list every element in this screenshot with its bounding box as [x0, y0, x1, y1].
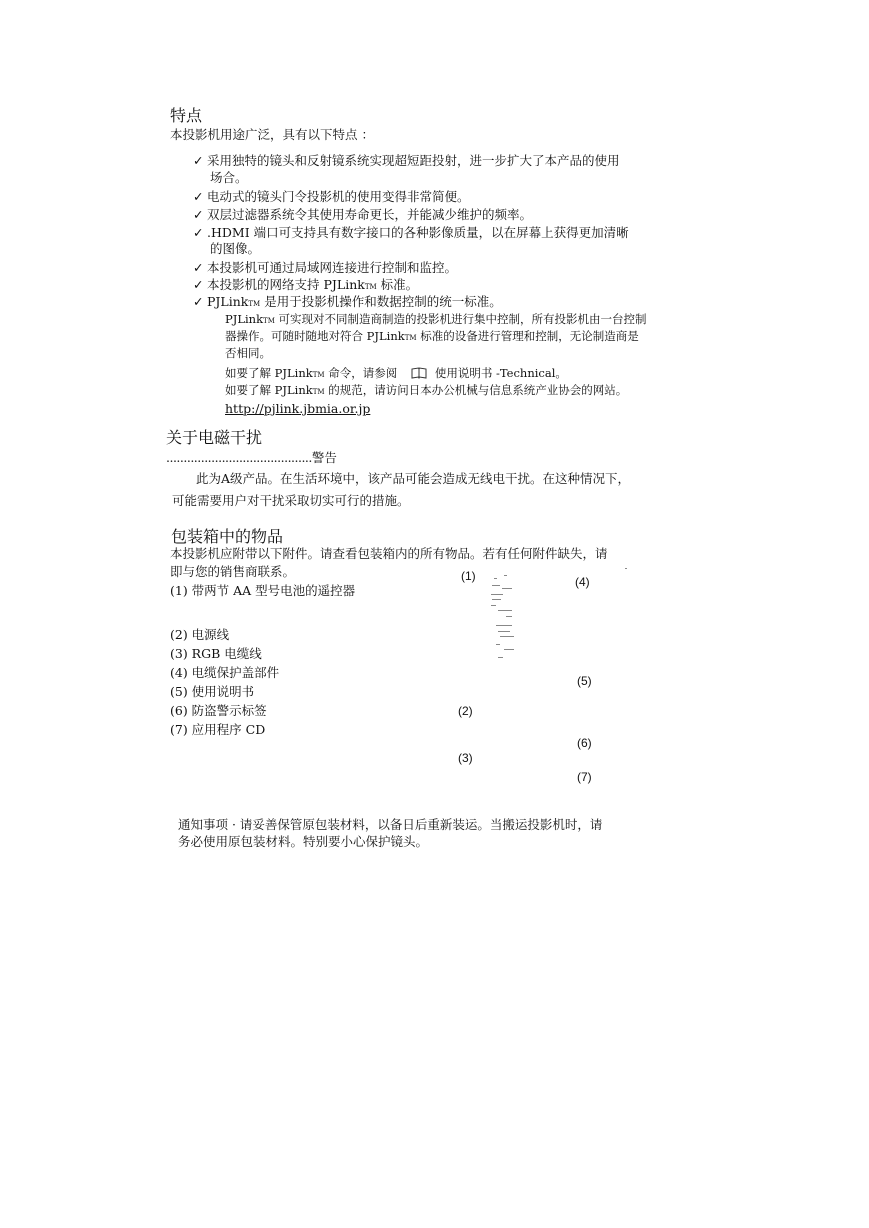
pjlink-refer-line: 如要了解 PJLinkTM 的规范，请访问日本办公机械与信息系统产业协会的网站。: [225, 383, 628, 397]
pjlink-desc-line: 器操作。可随时随地对符合 PJLinkTM 标准的设备进行管理和控制，无论制造商是: [225, 329, 639, 343]
feature-item: ✓ 本投影机可通过局域网连接进行控制和监控。: [193, 260, 458, 275]
check-icon: ✓: [193, 260, 204, 275]
figure-label: (1): [461, 569, 476, 583]
figure-label: (4): [575, 575, 590, 589]
figure-label: (3): [458, 751, 473, 765]
package-item: (2) 电源线: [170, 627, 230, 642]
package-item: (3) RGB 电缆线: [170, 646, 262, 661]
pjlink-desc-line: 否相同。: [225, 346, 271, 360]
notice-line: 通知事项 · 请妥善保管原包装材料，以备日后重新装运。当搬运投影机时，请: [178, 817, 603, 832]
warning-label: 警告: [311, 450, 337, 465]
package-item: (6) 防盗警示标签: [170, 703, 267, 718]
pjlink-url-link[interactable]: http://pjlink.jbmia.or.jp: [225, 401, 371, 416]
figure-speck: [625, 568, 627, 569]
pjlink-refer-line: 如要了解 PJLinkTM 命令，请参阅 使用说明书 -Technical。: [225, 365, 567, 383]
figure-label: (6): [577, 736, 592, 750]
features-intro: 本投影机用途广泛，具有以下特点 ：: [170, 127, 374, 142]
feature-item-cont: 的图像。: [210, 241, 261, 256]
package-intro-line: 本投影机应附带以下附件。请查看包装箱内的所有物品。若有任何附件缺失，请: [170, 546, 608, 561]
check-icon: ✓: [193, 153, 204, 168]
package-item: (1) 带两节 AA 型号电池的遥控器: [170, 583, 356, 598]
notice-line: 务必使用原包装材料。特别要小心保护镜头。: [178, 834, 429, 849]
check-icon: ✓: [193, 294, 204, 309]
feature-item: ✓ 本投影机的网络支持 PJLinkTM 标准。: [193, 277, 419, 292]
figure-label: (5): [577, 674, 592, 688]
emi-heading: 关于电磁干扰: [166, 428, 263, 447]
feature-item-cont: 场合。: [210, 170, 248, 185]
pjlink-desc-line: PJLinkTM 可实现对不同制造商制造的投影机进行集中控制，所有投影机由一台控制: [225, 312, 647, 326]
book-icon: [411, 367, 427, 383]
figure-label: (7): [577, 770, 592, 784]
emi-text-line: 此为A级产品。在生活环境中，该产品可能会造成无线电干扰。在这种情况下，: [196, 471, 631, 486]
feature-item: ✓ .HDMI 端口可支持具有数字接口的各种影像质量，以在屏幕上获得更加清晰: [193, 225, 629, 240]
emi-text-line: 可能需要用户对干扰采取切实可行的措施。: [172, 493, 410, 508]
check-icon: ✓: [193, 225, 204, 240]
check-icon: ✓: [193, 189, 204, 204]
figure-label: (2): [458, 704, 473, 718]
check-icon: ✓: [193, 277, 204, 292]
package-item: (7) 应用程序 CD: [170, 722, 266, 737]
remote-control-illustration: [488, 572, 518, 664]
leader-dots: ..........................................: [166, 450, 312, 465]
package-item: (5) 使用说明书: [170, 684, 255, 699]
emi-warning-line: [166, 449, 337, 466]
package-heading: 包装箱中的物品: [171, 527, 284, 546]
check-icon: ✓: [193, 207, 204, 222]
features-heading: 特点: [170, 106, 203, 125]
feature-item: ✓ PJLinkTM 是用于投影机操作和数据控制的统一标准。: [193, 294, 502, 309]
package-intro-line: 即与您的销售商联系。: [170, 564, 296, 579]
feature-item: ✓ 双层过滤器系统令其使用寿命更长，并能减少维护的频率。: [193, 207, 533, 222]
feature-item: ✓ 采用独特的镜头和反射镜系统实现超短距投射，进一步扩大了本产品的使用: [193, 153, 620, 168]
feature-item: ✓ 电动式的镜头门令投影机的使用变得非常简便。: [193, 189, 470, 204]
package-item: (4) 电缆保护盖部件: [170, 665, 280, 680]
